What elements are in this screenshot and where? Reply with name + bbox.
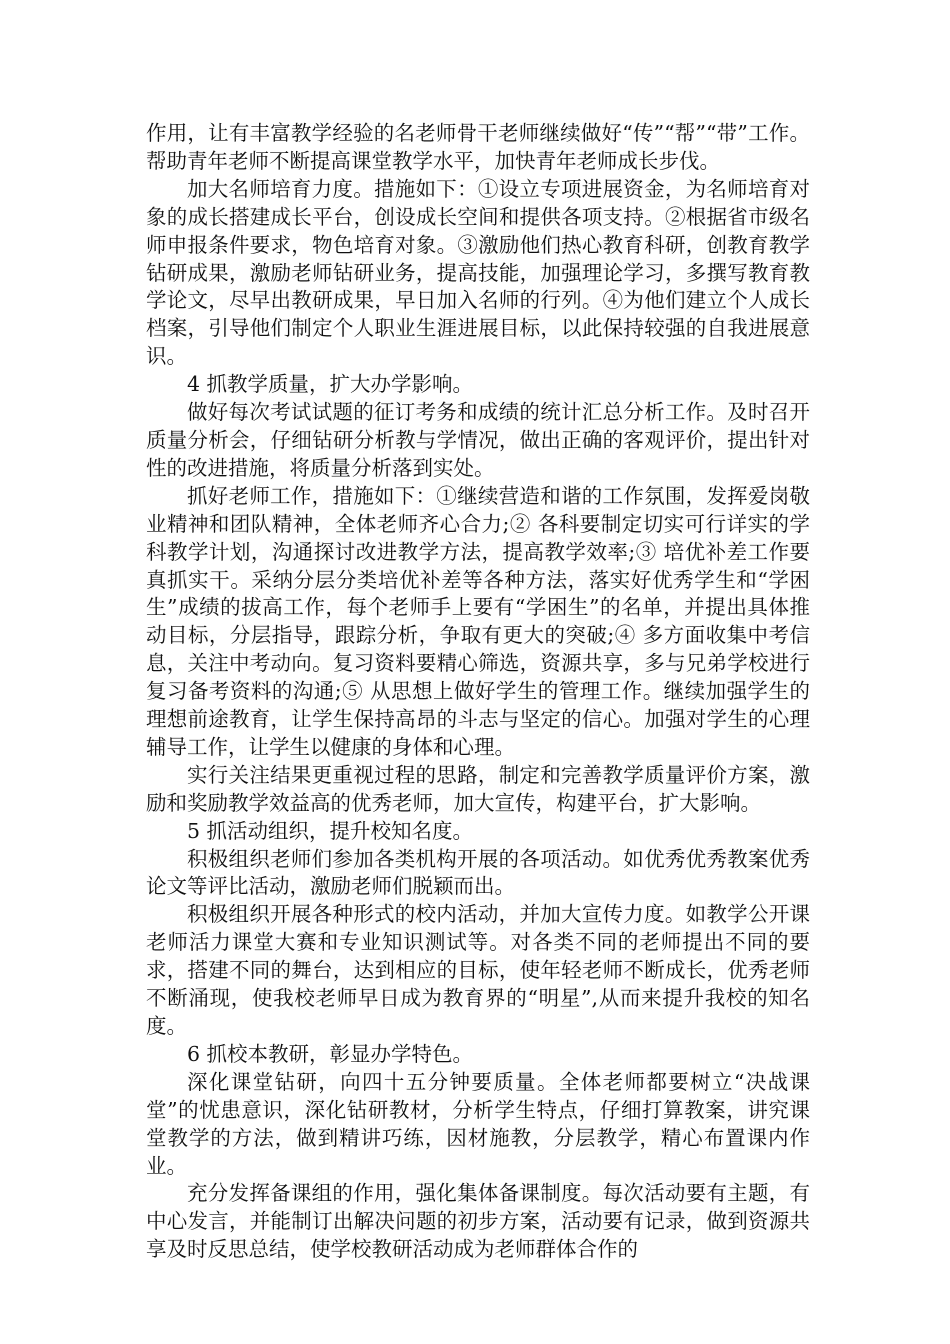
section-heading: 4 抓教学质量，扩大办学影响。 xyxy=(187,372,474,397)
paragraph: 积极组织开展各种形式的校内活动，并加大宣传力度。如教学公开课老师活力课堂大赛和专业知识测试等。对各类不同的老师提出不同的要求，搭建不同的舞台，达到相应的目标，使年轻老师不断成长，优秀老师不断涌现，使我校老师早日成为教育界的“明星”,从而来提升我校的知名度。 xyxy=(146,902,810,1038)
document-body xyxy=(146,120,810,1264)
paragraph: 加大名师培育力度。措施如下：①设立专项进展资金，为名师培育对象的成长搭建成长平台，创设成长空间和提供各项支持。②根据省市级名师申报条件要求，物色培育对象。③激励他们热心教育科研，创教育教学钻研成果，激励老师钻研业务，提高技能，加强理论学习，多撰写教育教学论文，尽早出教研成果，早日加入名师的行列。④为他们建立个人成长档案，引导他们制定个人职业生涯进展目标，以此保持较强的自我进展意识。 xyxy=(146,176,810,369)
paragraph: 深化课堂钻研，向四十五分钟要质量。全体老师都要树立“决战课堂”的忧患意识，深化钻研教材，分析学生特点，仔细打算教案，讲究课堂教学的方法，做到精讲巧练，因材施教，分层教学，精心布置课内作业。 xyxy=(146,1069,810,1178)
section-heading: 6 抓校本教研，彰显办学特色。 xyxy=(187,1041,474,1066)
paragraph: 充分发挥备课组的作用，强化集体备课制度。每次活动要有主题，有中心发言，并能制订出解决问题的初步方案，活动要有记录，做到资源共享及时反思总结，使学校教研活动成为老师群体合作的 xyxy=(146,1181,810,1262)
paragraph: 实行关注结果更重视过程的思路，制定和完善教学质量评价方案，激励和奖励教学效益高的优秀老师，加大宣传，构建平台，扩大影响。 xyxy=(146,762,810,815)
paragraph: 抓好老师工作，措施如下：①继续营造和谐的工作氛围，发挥爱岗敬业精神和团队精神，全体老师齐心合力;② 各科要制定切实可行详实的学科教学计划，沟通探讨改进教学方法，提高教学效率;③ 培优补差工作要真抓实干。采纳分层分类培优补差等各种方法，落实好优秀学生和“学困生”成绩的拔高工作，每个老师手上要有“学困生”的名单，并提出具体推动目标，分层指导，跟踪分析，争取有更大的突破;④ 多方面收集中考信息，关注中考动向。复习资料要精心筛选，资源共享，多与兄弟学校进行复习备考资料的沟通;⑤ 从思想上做好学生的管理工作。继续加强学生的理想前途教育，让学生保持高昂的斗志与坚定的信心。加强对学生的心理辅导工作，让学生以健康的身体和心理。 xyxy=(146,483,810,759)
paragraph: 积极组织老师们参加各类机构开展的各项活动。如优秀优秀教案优秀论文等评比活动，激励老师们脱颖而出。 xyxy=(146,846,810,899)
paragraph: 作用，让有丰富教学经验的名老师骨干老师继续做好“传”“帮”“带”工作。帮助青年老师不断提高课堂教学水平，加快青年老师成长步伐。 xyxy=(146,121,810,173)
paragraph: 做好每次考试试题的征订考务和成绩的统计汇总分析工作。及时召开质量分析会，仔细钻研分析教与学情况，做出正确的客观评价，提出针对性的改进措施，将质量分析落到实处。 xyxy=(146,400,810,480)
section-heading: 5 抓活动组织，提升校知名度。 xyxy=(187,818,474,843)
